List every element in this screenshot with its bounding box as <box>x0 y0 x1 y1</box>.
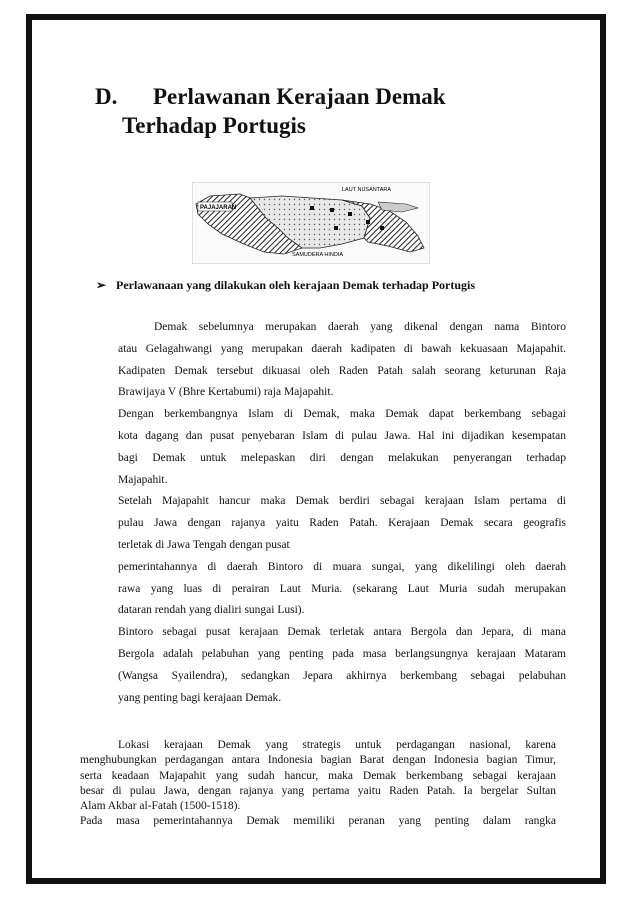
body-line: kota dagang dan pusat penyebaran Islam di pulau Jawa. Hal ini dijadikan kesempatan <box>118 429 566 442</box>
heading-line-1: Perlawanan Kerajaan Demak <box>153 84 446 109</box>
map-label-south-ocean: SAMUDERA HINDIA <box>292 252 344 258</box>
bottom-line: serta keadaan Majapahit yang sudah hancur, maka Demak berkembang sebagai kerajaan <box>80 769 556 782</box>
body-line: Bintoro sebagai pusat kerajaan Demak terletak antara Bergola dan Jepara, di mana <box>118 626 566 639</box>
body-line: Kadipaten Demak tersebut dikuasai oleh Raden Patah salah seorang keturunan Raja <box>118 364 566 377</box>
map-label-region: PAJAJARAN <box>200 205 237 211</box>
body-line: rawa yang luas di perairan Laut Muria. (sekarang Laut Muria sudah merupakan <box>118 582 566 595</box>
arrow-bullet-icon: ➢ <box>96 278 107 292</box>
bottom-line: menghubungkan perdagangan antara Indonesia bagian Barat dengan Indonesia bagian Timur, <box>80 754 556 767</box>
body-line: (Wangsa Syailendra), sedangkan Jepara akhirnya berkembang sebagai pelabuhan <box>118 669 566 682</box>
body-line: pemerintahannya di daerah Bintoro di muara sungai, yang dikelilingi oleh daerah <box>118 560 566 573</box>
bottom-line: Alam Akbar al-Fatah (1500-1518). <box>80 800 241 813</box>
body-line: Bergola adalah pelabuhan yang penting pada masa berlangsungnya kerajaan Mataram <box>118 647 566 660</box>
body-line: Demak sebelumnya merupakan daerah yang dikenal dengan nama Bintoro <box>154 321 566 333</box>
section-heading <box>95 82 446 140</box>
bullet-text: Perlawanaan yang dilakukan oleh kerajaan Demak terhadap Portugis <box>116 278 476 292</box>
section-letter: D. <box>95 84 118 109</box>
body-line: bagi Demak untuk melepaskan diri dengan melakukan penyerangan terhadap <box>118 451 566 464</box>
body-line: Setelah Majapahit hancur maka Demak berdiri sebagai kerajaan Islam pertama di <box>118 495 566 508</box>
bottom-paragraph <box>80 738 556 830</box>
body-line: yang penting bagi kerajaan Demak. <box>118 691 282 704</box>
bullet-heading <box>96 278 475 293</box>
body-line: dataran rendah yang dialiri sungai Lusi). <box>118 604 305 617</box>
bottom-line: besar di pulau Jawa, dengan rajanya yang pertama yaitu Raden Patah. Ia bergelar Sultan <box>80 784 556 797</box>
java-map-image <box>192 182 430 264</box>
body-line: Majapahit. <box>118 473 168 486</box>
body-line: pulau Jawa dengan rajanya yaitu Raden Patah. Kerajaan Demak secara geografis <box>118 517 566 530</box>
body-line: terletak di Jawa Tengah dengan pusat <box>118 538 290 551</box>
bottom-line: Lokasi kerajaan Demak yang strategis untuk perdagangan nasional, karena <box>118 739 556 751</box>
body-line: atau Gelagahwangi yang merupakan daerah kadipaten di bawah kekuasaan Majapahit. <box>118 342 566 355</box>
bottom-line: Pada masa pemerintahannya Demak memiliki peranan yang penting dalam rangka <box>80 815 556 828</box>
map-label-north-sea: LAUT NUSANTARA <box>342 187 392 193</box>
body-paragraphs <box>118 317 566 709</box>
heading-line-2: Terhadap Portugis <box>122 113 306 138</box>
body-line: Brawijaya V (Bhre Kertabumi) raja Majapahit. <box>118 386 334 399</box>
body-line: Dengan berkembangnya Islam di Demak, maka Demak dapat berkembang sebagai <box>118 408 566 421</box>
